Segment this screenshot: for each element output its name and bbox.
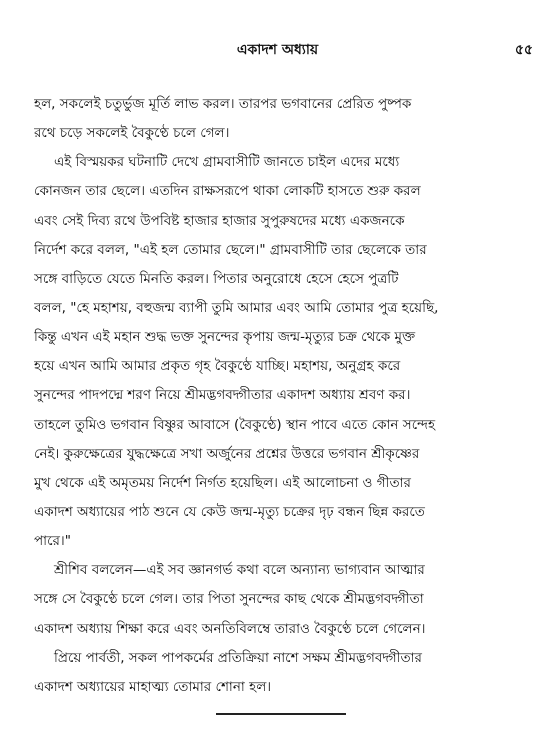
text-line: সুনন্দের পাদপদ্মে শরণ নিয়ে শ্রীমদ্ভগবদ্গীতার একাদশ অধ্যায় শ্রবণ কর। <box>34 387 411 404</box>
chapter-title: একাদশ অধ্যায় <box>236 42 319 58</box>
text-line: মুখ থেকে এই অমৃতময় নির্দেশ নির্গত হয়েছিল। এই আলোচনা ও গীতার <box>34 474 411 491</box>
text-line: একাদশ অধ্যায় শিক্ষা করে এবং অনতিবিলম্বে তারাও বৈকুণ্ঠে চলে গেলেন। <box>34 620 426 637</box>
text-line: শ্রীশিব বললেন—এই সব জ্ঞানগর্ভ কথা বলে অন্যান্য ভাগ্যবান আত্মার <box>54 562 425 579</box>
text-line: হল, সকলেই চতুর্ভুজ মূর্তি লাভ করল। তারপর ভগবানের প্রেরিত পুষ্পক <box>34 96 412 112</box>
text-line: একাদশ অধ্যায়ের মাহাত্ম্য তোমার শোনা হল। <box>34 678 272 695</box>
text-line: কোনজন তার ছেলে। এতদিন রাক্ষসরূপে থাকা লোকটি হাসতে শুরু করল <box>34 183 421 200</box>
text-line: কিন্তু এখন এই মহান শুদ্ধ ভক্ত সুনন্দের কৃপায় জন্ম-মৃত্যুর চক্র থেকে মুক্ত <box>34 329 416 346</box>
text-line: নেই। কুরুক্ষেত্রের যুদ্ধক্ষেত্রে সখা অর্জুনের প্রশ্নের উত্তরে ভগবান শ্রীকৃষ্ণের <box>34 445 420 462</box>
text-line: সঙ্গে সে বৈকুণ্ঠে চলে গেল। তার পিতা সুনন্দের কাছ থেকে শ্রীমদ্ভগবদ্গীতা <box>34 591 424 608</box>
text-line: হয়ে এখন আমি আমার প্রকৃত গৃহ বৈকুণ্ঠে যাচ্ছি। মহাশয়, অনুগ্রহ করে <box>34 358 401 375</box>
text-line: পারে।" <box>34 533 71 550</box>
text-line: তাহলে তুমিও ভগবান বিষ্ণুর আবাসে (বৈকুণ্ঠে) স্থান পাবে এতে কোন সন্দেহ <box>34 416 436 433</box>
text-line: একাদশ অধ্যায়ের পাঠ শুনে যে কেউ জন্ম-মৃত্যু চক্রের দৃঢ় বন্ধন ছিন্ন করতে <box>34 503 425 520</box>
body-text <box>34 90 549 702</box>
text-line: রথে চড়ে সকলেই বৈকুণ্ঠে চলে গেল। <box>34 125 230 142</box>
text-line: বলল, "হে মহাশয়, বহুজন্ম ব্যাপী তুমি আমার এবং আমি তোমার পুত্র হয়েছি, <box>34 299 439 316</box>
text-line: এবং সেই দিব্য রথে উপবিষ্ট হাজার হাজার সুপুরুষদের মধ্যে একজনকে <box>34 212 405 229</box>
text-line: প্রিয়ে পার্বতী, সকল পাপকর্মের প্রতিক্রিয়া নাশে সক্ষম শ্রীমদ্ভগবদ্গীতার <box>54 649 422 666</box>
page-number: ৫৫ <box>514 42 533 58</box>
text-line: নির্দেশ করে বলল, "এই হল তোমার ছেলে।" গ্রামবাসীটি তার ছেলেকে তার <box>34 241 427 258</box>
text-line: এই বিস্ময়কর ঘটনাটি দেখে গ্রামবাসীটি জানতে চাইল এদের মধ্যে <box>54 154 400 171</box>
text-line: সঙ্গে বাড়িতে যেতে মিনতি করল। পিতার অনুরোধে হেসে হেসে পুত্রটি <box>34 270 399 287</box>
footer-rule <box>216 713 346 715</box>
